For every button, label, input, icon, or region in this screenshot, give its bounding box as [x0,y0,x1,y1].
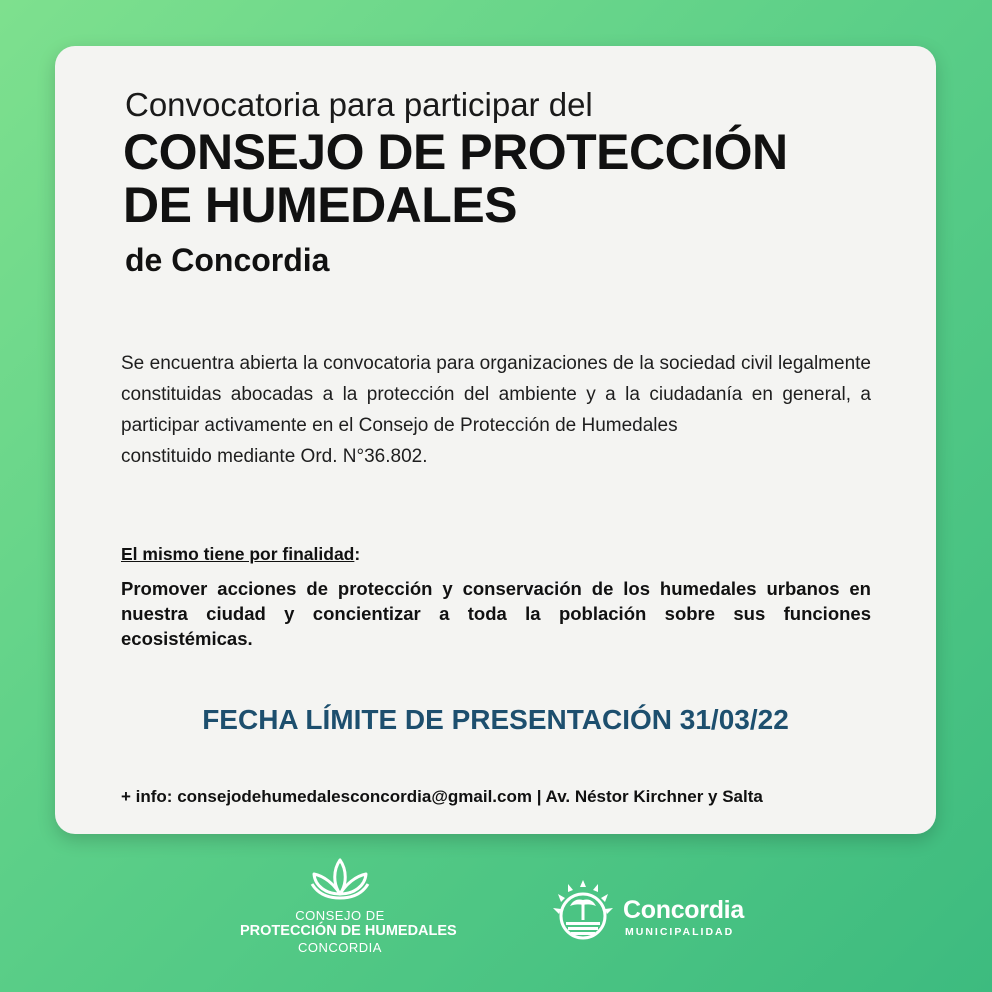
consejo-logo-line-2: PROTECCIÓN DE HUMEDALES [240,923,457,939]
purpose-heading-colon: : [354,544,361,564]
city-emblem-icon [550,878,616,946]
consejo-logo-line-3: CONCORDIA [298,940,382,955]
lotus-icon [304,856,376,902]
title-line-2: DE HUMEDALES [123,177,518,233]
purpose-heading-text: El mismo tiene por finalidad [121,544,355,564]
consejo-logo-line-1: CONSEJO DE [295,908,385,923]
page-title [123,126,788,232]
municipalidad-name: Concordia [623,896,744,924]
description-last-line: constituido mediante Ord. N°36.802. [121,446,428,467]
deadline-banner: FECHA LÍMITE DE PRESENTACIÓN 31/03/22 [202,704,789,735]
consejo-logo [240,856,457,955]
intro-text: Convocatoria para participar del [125,86,593,123]
purpose-heading [121,544,360,565]
purpose-text: Promover acciones de protección y conservación de los humedales urbanos en nuestra ciudad y concientizar a toda la población sobre sus funciones ecosistémicas. [121,578,871,649]
municipalidad-logo [550,878,760,948]
announcement-card [55,46,936,834]
description-paragraph [121,348,871,472]
subtitle: de Concordia [125,242,330,278]
title-line-1: CONSEJO DE PROTECCIÓN [123,124,788,180]
municipalidad-sub: MUNICIPALIDAD [625,926,735,938]
description-text: Se encuentra abierta la convocatoria para organizaciones de la sociedad civil legalmente constituidas abocadas a la protección del ambiente y a la ciudadanía en general, a participar activamente en el Consejo de Protección de Humedales [121,353,871,436]
contact-info: + info: consejodehumedalesconcordia@gmail.com | Av. Néstor Kirchner y Salta [121,787,763,806]
